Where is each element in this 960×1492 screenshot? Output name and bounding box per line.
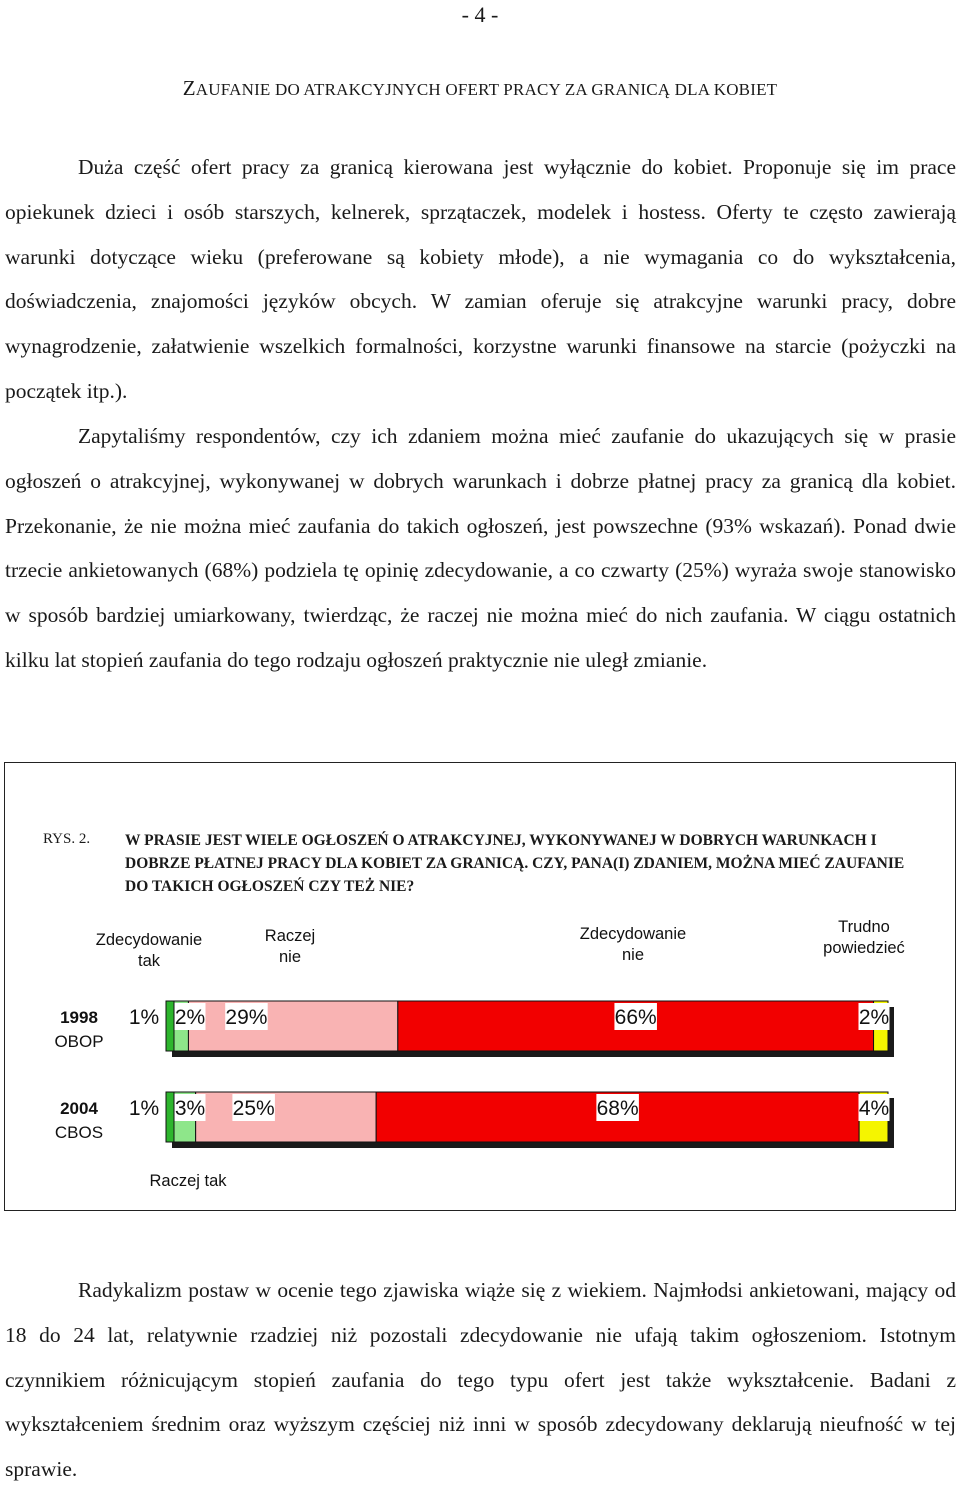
paragraph-1: Duża część ofert pracy za granicą kierowana jest wyłącznie do kobiet. Proponuje się im prace opiekunek dzieci i osób starszych, kelnerek, sprzątaczek, modelek i hostess. Oferty te często zawierają warunki dotyczące wieku (preferowane są kobiety młode), a nie wymagania co do wykształcenia, doświadczenia, znajomości języków obcych. W zamian oferuje się atrakcyjne warunki pracy, dobre wynagrodzenie, załatwienie wszelkich formalności, korzystne warunki finansowe na starcie (pożyczki na początek itp.). <box>5 155 956 403</box>
bar-segment <box>166 1092 174 1142</box>
data-label: 4% <box>858 1097 890 1120</box>
legend-label: Trudno <box>838 918 890 936</box>
section-title <box>0 76 960 101</box>
data-label: 2% <box>174 1006 206 1029</box>
legend-label: Raczej <box>264 927 316 945</box>
paragraph-3: Radykalizm postaw w ocenie tego zjawiska wiąże się z wiekiem. Najmłodsi ankietowani, mający od 18 do 24 lat, relatywnie rzadziej niż pozostali zdecydowanie nie ufają takim ogłoszeniom. Istotnym czynnikiem różnicującym stopień zaufania do tego typu ofert jest także wykształcenie. Badani z wykształceniem średnim oraz wyższym częściej niż inni w sposób zdecydowany deklarują nieufność w tej sprawie. <box>5 1278 956 1482</box>
legend-label: nie <box>621 946 645 964</box>
legend-label: Zdecydowanie <box>579 925 687 943</box>
data-label: 68% <box>596 1097 639 1120</box>
stacked-bar-chart <box>5 763 955 1209</box>
figure-frame <box>4 762 956 1211</box>
legend-label: tak <box>137 952 161 970</box>
data-label: 1% <box>128 1006 160 1029</box>
figure-title: W PRASIE JEST WIELE OGŁOSZEŃ O ATRAKCYJNEJ, WYKONYWANEJ W DOBRYCH WARUNKACH I DOBRZE PŁATNEJ PRACY DLA KOBIET ZA GRANICĄ. CZY, PANA(I) ZDANIEM, MOŻNA MIEĆ ZAUFANIE DO TAKICH OGŁOSZEŃ CZY TEŻ NIE? <box>125 832 905 895</box>
data-label: 25% <box>232 1097 275 1120</box>
data-label: 2% <box>858 1006 890 1029</box>
category-source-label: OBOP <box>54 1032 104 1051</box>
category-source-label: CBOS <box>54 1123 104 1142</box>
bar-segment <box>166 1001 174 1051</box>
category-year-label: 2004 <box>60 1099 98 1118</box>
data-label: 1% <box>128 1097 160 1120</box>
bar-segment <box>196 1092 377 1142</box>
paragraph-2: Zapytaliśmy respondentów, czy ich zdaniem można mieć zaufanie do ukazujących się w prasie ogłoszeń o atrakcyjnej, wykonywanej w dobrych warunkach i dobrze płatnej pracy za granicą dla kobiet. Przekonanie, że nie można mieć zaufania do takich ogłoszeń, jest powszechne (93% wskazań). Ponad dwie trzecie ankietowanych (68%) podziela tę opinię zdecydowanie, a co czwarty (25%) wyraża swoje stanowisko w sposób bardziej umiarkowany, twierdząc, że raczej nie można mieć do nich zaufania. W ciągu ostatnich kilku lat stopień zaufania do tego rodzaju ogłoszeń praktycznie nie uległ zmianie. <box>5 424 956 672</box>
legend-label: powiedzieć <box>823 939 905 957</box>
data-label: 3% <box>174 1097 206 1120</box>
data-label: 66% <box>614 1006 657 1029</box>
legend-label: nie <box>278 948 302 966</box>
bar-segment <box>188 1001 397 1051</box>
legend-label: Raczej tak <box>149 1172 227 1190</box>
legend-label: Zdecydowanie <box>95 931 203 949</box>
section-title-initial: Z <box>182 76 196 100</box>
page-number: - 4 - <box>461 2 499 27</box>
category-year-label: 1998 <box>60 1008 98 1027</box>
section-title-rest: AUFANIE DO ATRAKCYJNYCH OFERT PRACY ZA GRANICĄ DLA KOBIET <box>195 80 778 99</box>
data-label: 29% <box>225 1006 268 1029</box>
figure-label: RYS. 2. <box>43 831 91 847</box>
